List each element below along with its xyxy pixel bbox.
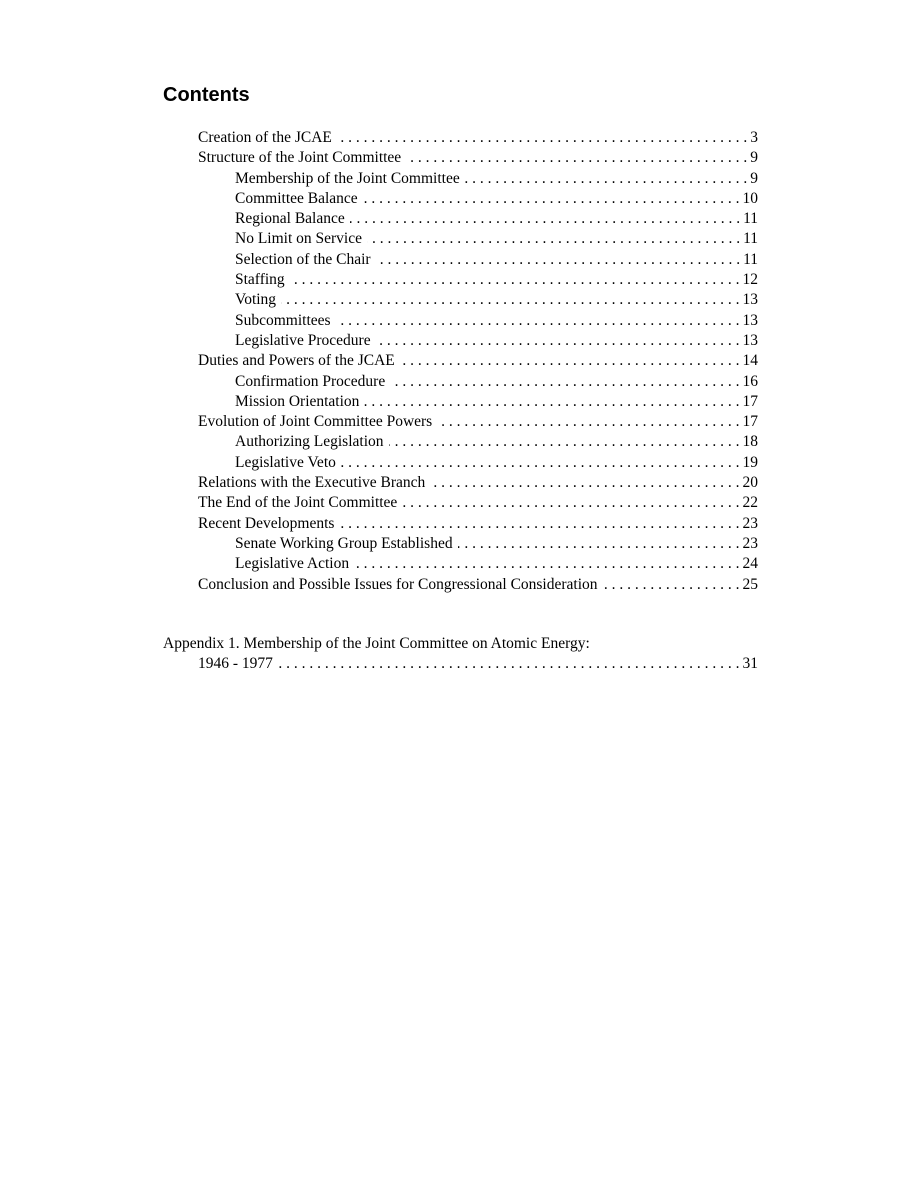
toc-entry-page-number: 25 <box>742 575 758 593</box>
toc-entry-title: Recent Developments <box>198 514 335 532</box>
toc-entry <box>198 189 758 209</box>
toc-entry <box>198 412 758 432</box>
table-of-contents <box>198 128 758 595</box>
toc-entry-page-number: 20 <box>742 474 758 492</box>
toc-entry-page-number: 16 <box>742 372 758 390</box>
toc-entry <box>198 514 758 534</box>
toc-entry <box>198 331 758 351</box>
dot-leader <box>354 554 739 574</box>
toc-entry-title: Evolution of Joint Committee Powers <box>198 413 433 431</box>
toc-entry <box>198 270 758 290</box>
dot-leader <box>376 331 740 351</box>
toc-entry-page-number: 9 <box>750 169 758 187</box>
toc-entry-page-number: 18 <box>742 433 758 451</box>
toc-entry <box>198 169 758 189</box>
toc-entry-title: Staffing <box>235 271 285 289</box>
dot-leader <box>402 493 739 513</box>
dot-leader <box>437 412 739 432</box>
dot-leader <box>389 432 740 452</box>
toc-entry-title: No Limit on Service <box>235 230 362 248</box>
dot-leader <box>376 250 740 270</box>
dot-leader <box>336 311 740 331</box>
dot-leader <box>430 473 739 493</box>
toc-entry-page-number: 17 <box>742 392 758 410</box>
toc-entry <box>198 372 758 392</box>
toc-entry-page-number: 10 <box>742 189 758 207</box>
toc-entry <box>198 250 758 270</box>
dot-leader <box>364 392 739 412</box>
toc-entry-page-number: 11 <box>743 250 758 268</box>
toc-entry <box>198 534 758 554</box>
toc-entry-title: Confirmation Procedure <box>235 372 386 390</box>
dot-leader <box>350 209 740 229</box>
toc-entry-title: Voting <box>235 291 277 309</box>
dot-leader <box>337 128 747 148</box>
toc-entry-title: Authorizing Legislation <box>235 433 384 451</box>
toc-entry-page-number: 13 <box>742 331 758 349</box>
toc-entry-title: Duties and Powers of the JCAE <box>198 352 395 370</box>
toc-entry-page-number: 13 <box>742 311 758 329</box>
toc-entry-page-number: 11 <box>743 230 758 248</box>
toc-entry-title: Creation of the JCAE <box>198 129 332 146</box>
dot-leader <box>341 453 740 473</box>
toc-entry <box>198 554 758 574</box>
toc-entry-page-number: 22 <box>742 494 758 512</box>
toc-entry <box>198 493 758 513</box>
toc-entry-page-number: 24 <box>742 555 758 573</box>
toc-entry <box>198 290 758 310</box>
toc-entry-page-number: 11 <box>743 210 758 228</box>
dot-leader <box>390 372 739 392</box>
contents-heading: Contents <box>163 84 250 106</box>
appendix-entry-line <box>163 654 758 674</box>
toc-entry-title: Regional Balance <box>235 210 345 228</box>
toc-entry <box>198 229 758 249</box>
toc-entry-title: Legislative Veto <box>235 453 336 471</box>
toc-entry-page-number: 23 <box>742 534 758 552</box>
toc-entry <box>198 575 758 595</box>
toc-entry-page-number: 14 <box>742 352 758 370</box>
toc-entry-page-number: 3 <box>750 129 758 146</box>
appendix-years: 1946 - 1977 <box>198 655 273 673</box>
dot-leader <box>603 575 740 595</box>
toc-entry <box>198 453 758 473</box>
toc-entry-title: The End of the Joint Committee <box>198 494 398 512</box>
toc-entry-page-number: 13 <box>742 291 758 309</box>
toc-entry <box>198 311 758 331</box>
toc-entry-page-number: 23 <box>742 514 758 532</box>
dot-leader <box>400 351 740 371</box>
toc-entry <box>198 432 758 452</box>
toc-entry-page-number: 19 <box>742 453 758 471</box>
appendix-title: Appendix 1. Membership of the Joint Committee on Atomic Energy: <box>163 635 590 652</box>
toc-entry-title: Structure of the Joint Committee <box>198 149 402 167</box>
dot-leader <box>458 534 740 554</box>
appendix-page-number: 31 <box>742 655 758 673</box>
toc-entry-title: Selection of the Chair <box>235 250 371 268</box>
toc-entry <box>198 473 758 493</box>
toc-entry <box>198 128 758 148</box>
toc-entry-page-number: 17 <box>742 413 758 431</box>
toc-entry-title: Membership of the Joint Committee <box>235 169 460 187</box>
dot-leader <box>367 229 740 249</box>
dot-leader <box>465 169 748 189</box>
toc-entry <box>198 209 758 229</box>
toc-entry-page-number: 12 <box>742 271 758 289</box>
toc-entry-title: Mission Orientation <box>235 392 360 410</box>
dot-leader <box>406 148 747 168</box>
toc-entry-title: Legislative Action <box>235 555 350 573</box>
dot-leader <box>363 189 740 209</box>
toc-entry-title: Senate Working Group Established <box>235 534 453 552</box>
toc-entry-title: Legislative Procedure <box>235 331 371 349</box>
toc-entry <box>198 392 758 412</box>
toc-entry-title: Relations with the Executive Branch <box>198 474 426 492</box>
toc-entry-page-number: 9 <box>750 149 758 167</box>
toc-entry <box>198 351 758 371</box>
toc-entry-title: Subcommittees <box>235 311 331 329</box>
dot-leader <box>281 290 739 310</box>
toc-entry-title: Conclusion and Possible Issues for Congressional Consideration <box>198 575 598 593</box>
toc-entry <box>198 148 758 168</box>
appendix-entry <box>163 634 758 675</box>
dot-leader <box>290 270 740 290</box>
dot-leader <box>339 514 739 534</box>
toc-entry-title: Committee Balance <box>235 189 358 207</box>
dot-leader <box>278 654 740 674</box>
